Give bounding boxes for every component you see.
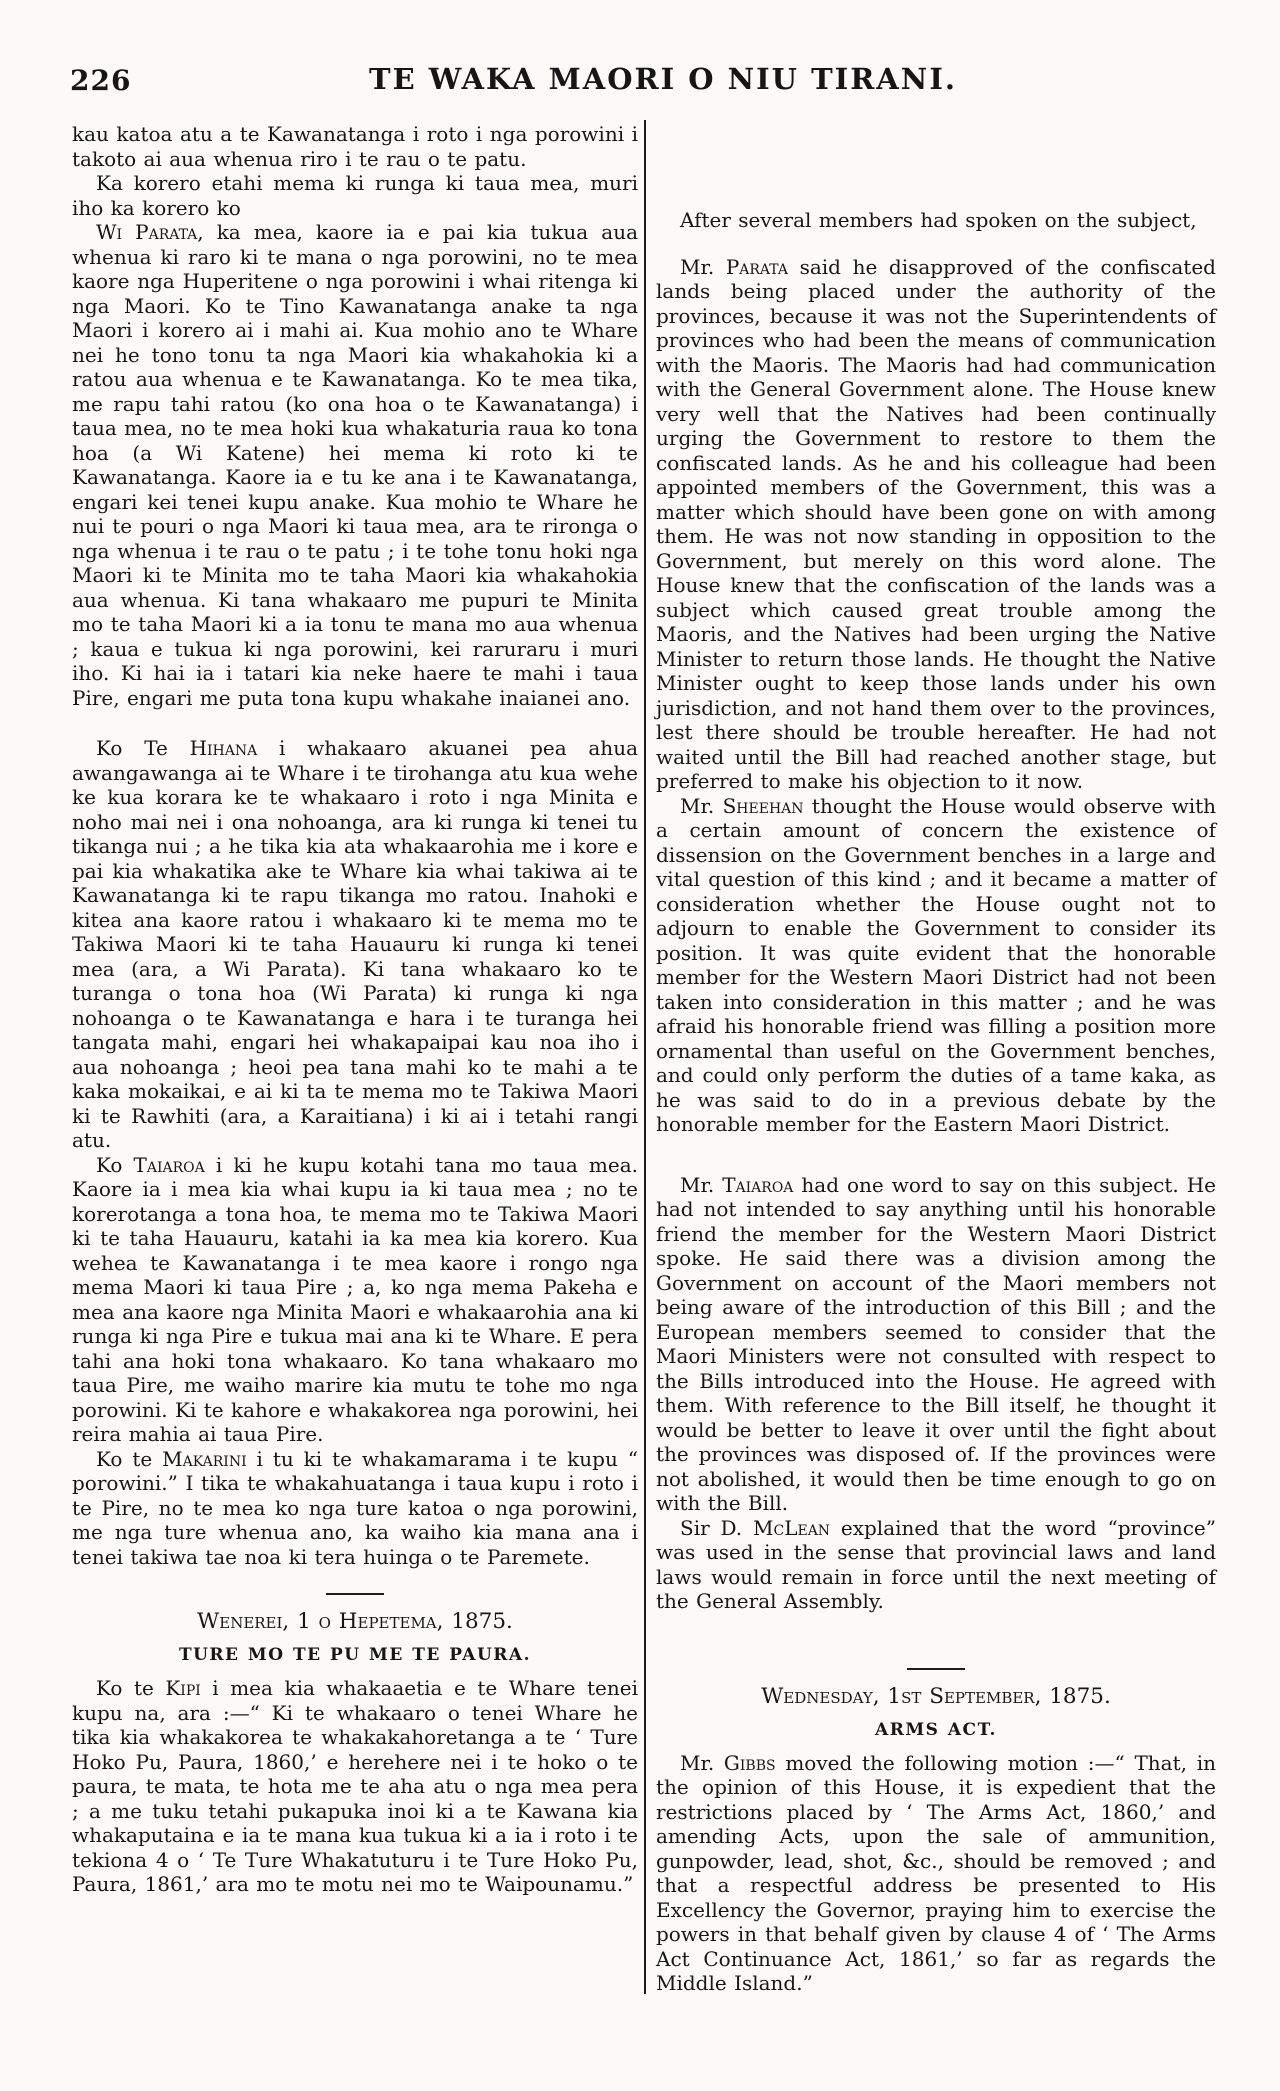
text-segment: i mea kia whakaaetia e te Whare tenei kupu na, ara :—“ Ki te whakaaro o tenei Whare he tika kia whakakorea te whakakahoretanga a te ‘ Ture Hoko Pu, Paura, 1860,’ e herehere nei i te hoko o te paura, te mata, te hota me te aha atu o nga mea pera ; a me tuku tetahi pukapuka inoi ki a te Kawana kia whakaputaina e ia te mana kua tukua ki a ia i roto i te tekiona 4 o ‘ Te Ture Whakatuturu i te Ture Hoko Pu, Paura, 1861,’ ara mo te motu nei mo te Waipounamu.” bbox=[72, 1676, 638, 1896]
text-segment: Mr. bbox=[680, 793, 723, 818]
section-separator-rule bbox=[326, 1593, 384, 1595]
text-segment: Ko Te bbox=[96, 736, 190, 760]
text-segment: Ko bbox=[96, 1152, 134, 1177]
text-segment: Mr. bbox=[680, 254, 726, 279]
paragraph-wi-parata bbox=[72, 220, 638, 710]
text-segment: Ko te bbox=[96, 1446, 163, 1471]
paragraph-makarini bbox=[72, 1447, 638, 1570]
paragraph-mr-parata bbox=[656, 255, 1216, 794]
speaker-name: Kipi bbox=[165, 1676, 201, 1700]
paragraph-te-hihana bbox=[72, 736, 638, 1153]
newspaper-title: TE WAKA MAORI O NIU TIRANI. bbox=[369, 62, 957, 96]
session-date-heading: Wenerei, 1 o Hepetema, 1875. bbox=[197, 1609, 513, 1634]
paragraph-sir-d-mclean bbox=[656, 1516, 1216, 1614]
paragraph-mr-taiaroa bbox=[656, 1173, 1216, 1516]
left-column-maori bbox=[72, 122, 638, 1897]
session-date-heading: Wednesday, 1st September, 1875. bbox=[761, 1683, 1111, 1709]
speaker-name: Taiaroa bbox=[722, 1172, 794, 1197]
text-segment: i tu ki te whakamarama i te kupu “ porowini.” I tika te whakahuatanga i taua kupu i roto i te Pire, no te mea ko nga ture katoa o nga porowini, me nga ture whenua ano, ka waiho kia mana ana i tenei takiwa tae noa ki tera huinga o te Paremete. bbox=[72, 1446, 638, 1569]
speaker-name: Parata bbox=[725, 254, 788, 279]
text-segment: Mr. bbox=[680, 1750, 724, 1775]
section-separator-rule bbox=[907, 1668, 965, 1670]
speaker-name: McLean bbox=[753, 1515, 831, 1540]
column-divider-rule bbox=[644, 120, 646, 1994]
paragraph-continuation bbox=[72, 122, 638, 171]
text-segment: kau katoa atu a te Kawanatanga i roto i nga porowini i takoto ai aua whenua riro i te rau o te patu. bbox=[72, 122, 638, 171]
speaker-name: Sheehan bbox=[722, 793, 804, 818]
paragraph-mr-gibbs bbox=[656, 1751, 1216, 1996]
text-segment: Sir D. bbox=[680, 1515, 753, 1540]
text-segment: i whakaaro akuanei pea ahua awangawanga ai te Whare i te tirohanga atu kua wehe ke kua korara ke te whakaaro i roto i nga Minita e noho mai nei i ona nohoanga, ara ki runga ki tenei tu tikanga nui ; a he tika kia ata whakaarohia me i kore e pai kia whakatika ake te Whare kia whai takiwa ai te Kawanatanga ki te rapu tikanga mo ratou. Inahoki e kitea ana kaore ratou i whakaaro ki te mema mo te Takiwa Maori ki te taha Hauauru ki runga ki tenei mea (ara, a Wi Parata). Ki tana whakaaro ko te turanga o tona hoa (Wi Parata) ki runga ki nga nohoanga o te Kawanatanga e hara i te turanga hei tangata mahi, engari hei whakapaipai kau noa iho i aua nohoanga ; heoi pea tana mahi ko te mahi a te kaka mokaikai, e ai ki ta te mema mo te Takiwa Maori ki te Rawhiti (ara, a Karaitiana) i ki ai i tetahi rangi atu. bbox=[72, 736, 638, 1152]
paragraph-taiaroa-maori bbox=[72, 1153, 638, 1447]
text-segment: After several members had spoken on the subject, bbox=[680, 208, 1197, 232]
text-segment: thought the House would observe with a certain amount of concern the existence of dissension on the Government benches in a large and vital question of this kind ; and it became a matter of consideration whether the House ought not to adjourn to enable the Government to consider its position. It was quite evident that the honorable member for the Western Maori District had not been taken into consideration in this matter ; and he was afraid his honorable friend was filling a position more ornamental than useful on the Government benches, and could only perform the duties of a tame kaka, as he was said to do in a previous debate by the honorable member for the Eastern Maori District. bbox=[656, 793, 1217, 1136]
text-segment: Mr. bbox=[680, 1172, 723, 1197]
text-segment: , ka mea, kaore ia e pai kia tukua aua whenua ki raro ki te mana o nga porowini, no te mea kaore nga Huperitene o nga porowini i whai ritenga ki nga Maori. Ko te Tino Kawanatanga anake ta nga Maori i korero ai i mahi ai. Kua mohio ano te Whare nei he tono tonu ta nga Maori kia whakahokia ki a ratou aua whenua e te Kawanatanga. Ko te mea tika, me rapu tahi ratou (ko ona hoa o te Kawanatanga) i taua mea, no te mea hoki kua whakaturia raua ko tona hoa (a Wi Katene) hei mema ki roto ki te Kawanatanga. Kaore ia e tu ke ana i te Kawanatanga, engari kei tenei kupu anake. Kua mohio te Whare he nui te pouri o nga Maori ki taua mea, ara te rironga o nga whenua i te rau o te patu ; i te tohe tonu hoki nga Maori ki te Minita mo te taha Maori kia whakahokia aua whenua. Ki tana whakaaro me pupuri te Minita mo te taha Maori ki a ia tonu te mana mo aua whenua ; kaua e tukua ki nga porowini, kei raruraru i muri iho. Ki hai ia i tatari kia neke haere te mahi i taua Pire, engari me puta tona kupu whakahe inaianei ano. bbox=[72, 220, 638, 710]
page-number: 226 bbox=[70, 64, 132, 97]
text-segment: said he disapproved of the confiscated lands being placed under the authority of the provinces, because it was not the Superintendents of provinces who had been the means of communication with the Maoris. The Maoris had had communication with the General Government alone. The House knew very well that the Natives had been continually urging the Government to restore to them the confiscated lands. As he and his colleague had been appointed members of the Government, this was a matter which should have been gone on with among them. He was not now standing in opposition to the Government, but merely on this word alone. The House knew that the confiscation of the lands was a subject which caused great trouble among the Maoris, and the Natives had been urging the Native Minister to return those lands. He thought the Native Minister ought to keep those lands under his own jurisdiction, and not hand them over to the provinces, lest there should be trouble hereafter. He had not waited until the Bill had reached another stage, but preferred to make his objection to it now. bbox=[656, 254, 1216, 793]
text-segment: Ko te bbox=[96, 1676, 166, 1700]
right-column-english bbox=[656, 122, 1216, 1996]
session-subject-heading: TURE MO TE PU ME TE PAURA. bbox=[178, 1645, 532, 1665]
speaker-name: Gibbs bbox=[723, 1750, 776, 1775]
text-segment: moved the following motion :—“ That, in the opinion of this House, it is expedient that the restrictions placed by ‘ The Arms Act, 1860,’ and amending Acts, upon the sale of ammunition, gunpowder, lead, shot, &c., should be removed ; and that a respectful address be presented to His Excellency the Governor, praying him to exercise the powers in that behalf given by clause 4 of ‘ The Arms Act Continuance Act, 1861,’ so far as regards the Middle Island.” bbox=[656, 1750, 1216, 1995]
paragraph-kipi bbox=[72, 1676, 638, 1897]
speaker-name: Taiaroa bbox=[133, 1152, 205, 1177]
text-segment: Ka korero etahi mema ki runga ki taua mea, muri iho ka korero ko bbox=[72, 171, 638, 220]
text-segment: had one word to say on this subject. He had not intended to say anything until his honorable friend the member for the Western Maori District spoke. He said there was a division among the Government on account of the Maori members not being aware of the introduction of this Bill ; and the European members seemed to consider that the Maori Ministers were not consulted with respect to the Bills introduced into the House. He agreed with them. With reference to the Bill itself, he thought it would be better to leave it over until the fight about the provinces was disposed of. If the provinces were not abolished, it would then be time enough to go on with the Bill. bbox=[656, 1172, 1217, 1515]
speaker-name: Wi Parata bbox=[96, 220, 198, 244]
speaker-name: Makarini bbox=[162, 1446, 247, 1471]
session-subject-heading: ARMS ACT. bbox=[875, 1719, 997, 1740]
paragraph-mr-sheehan bbox=[656, 794, 1216, 1137]
paragraph-after-note bbox=[656, 208, 1216, 233]
text-segment: i ki he kupu kotahi tana mo taua mea. Kaore ia i mea kia whai kupu ia ki taua mea ; no te korerotanga a tona hoa, te mema mo te Takiwa Maori ki te taha Hauauru, katahi ia ka mea kia korero. Kua wehea te Kawanatanga i te mea kaore i rongo nga mema Maori ki taua Pire ; a, ko nga mema Pakeha e mea ana kaore nga Minita Maori e whakaarohia ana ki runga ki nga Pire e tukua mai ana ki te Whare. E pera tahi ana hoki tona whakaaro. Ko tana whakaaro mo taua Pire, me waiho marire kia mutu te tohe mo nga porowini. Ki te kahore e whakakorea nga porowini, hei reira mahia ai taua Pire. bbox=[72, 1152, 638, 1446]
paragraph-intro bbox=[72, 171, 638, 220]
text-segment: explained that the word “province” was used in the sense that provincial laws and land laws would remain in force until the next meeting of the General Assembly. bbox=[656, 1515, 1216, 1613]
speaker-name: Hihana bbox=[189, 736, 258, 760]
